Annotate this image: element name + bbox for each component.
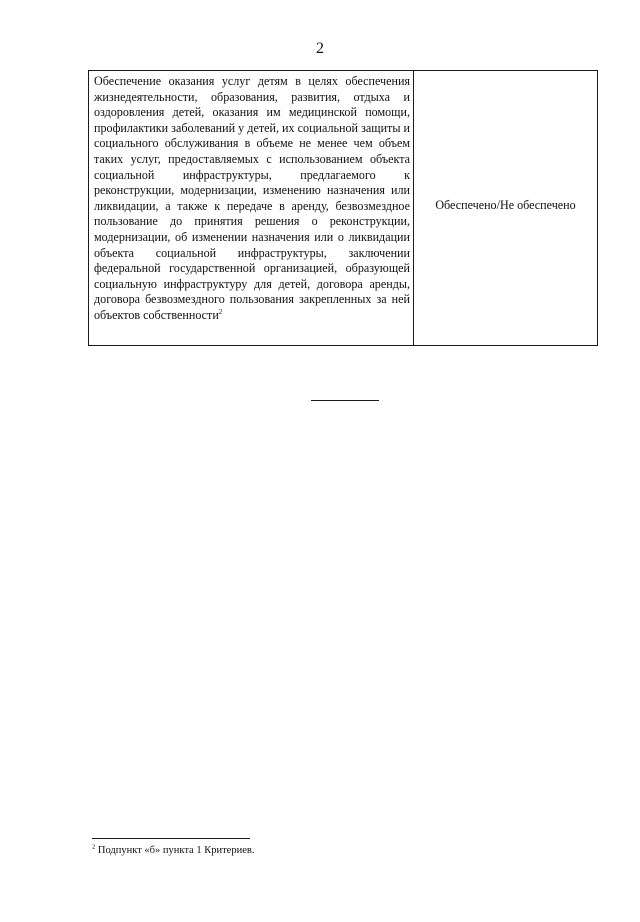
footnote-marker: 2 [92,843,96,851]
status-cell [414,71,597,345]
page-number: 2 [316,40,324,57]
criterion-text: Обеспечение оказания услуг детям в целях обеспечения жизнедеятельности, образования, развития, отдыха и оздоровления детей, оказания им медицинской помощи, профилактики заболеваний у детей, их социальной защиты и социального обслуживания в объеме не менее чем объем таких услуг, предоставляемых с использованием объекта социальной инфраструктуры, предлагаемого к реконструкции, модернизации, изменению назначения или ликвидации, а также к передаче в аренду, безвозмездное пользование до принятия решения о реконструкции, модернизации, об изменении назначения или о ликвидации объекта социальной инфраструктуры, заключении федеральной государственной организацией, образующей социальную инфраструктуру для детей, договора аренды, договора безвозмездного пользования закрепленных за ней объектов собственности [94,74,410,322]
criterion-cell [89,71,414,345]
footnote-text: Подпункт «б» пункта 1 Критериев. [95,845,255,856]
footnote-separator [92,838,250,839]
footnote-reference: 2 [218,307,223,316]
criteria-table [88,70,598,346]
end-of-text-rule [311,400,379,401]
status-text: Обеспечено/Не обеспечено [435,197,576,212]
footnote [92,844,254,857]
